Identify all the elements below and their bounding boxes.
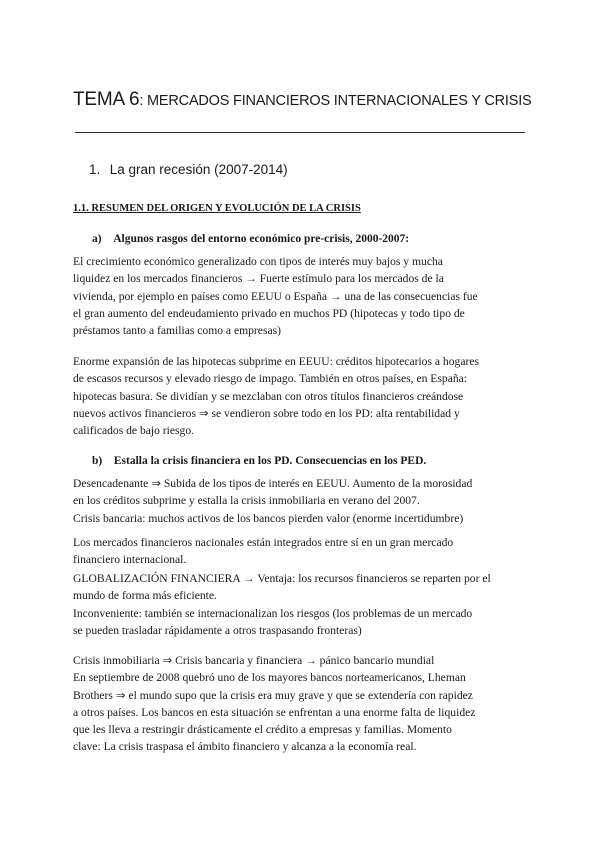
- paragraph-b2: Los mercados financieros nacionales están integrados entre sí en un gran mercado financiero internacional.: [73, 536, 454, 567]
- paragraph-a2: Enorme expansión de las hipotecas subprime en EEUU: créditos hipotecarios a hogares de escasos recursos y elevado riesgo de impago. También en otros países, en España: hipotecas basura. Se dividían y se mezclaban con otros títulos financieros creándose nuevos activos financieros ⇒ se vendieron sobre todo en los PD: alta rentabilidad y calificados de bajo riesgo.: [73, 355, 479, 438]
- title-rest: : MERCADOS FINANCIEROS INTERNACIONALES Y CRISIS: [139, 93, 532, 109]
- section-number: 1.: [89, 162, 101, 177]
- paragraph-b1: Desencadenante ⇒ Subida de los tipos de interés en EEUU. Aumento de la morosidad en los créditos subprime y estalla la crisis inmobiliaria en verano del 2007. Crisis bancaria: muchos activos de los bancos pierden valor (enorme incertidumbre): [73, 477, 473, 525]
- horizontal-divider: [75, 132, 525, 133]
- heading-a: [92, 233, 409, 245]
- paragraph-b4: Crisis inmobiliaria ⇒ Crisis bancaria y financiera → pánico bancario mundial En septiembre de 2008 quebró uno de los mayores bancos norteamericanos, Lheman Brothers ⇒ el mundo supo que la crisis era muy grave y que se extendería con rapidez a otros países. Los bancos en esta situación se enfrentan a una enorme falta de liquidez que les lleva a restringir drásticamente el crédito a empresas y familias. Momento clave: La crisis traspasa el ámbito financiero y alcanza a la economía real.: [73, 654, 476, 754]
- title-prefix: TEMA 6: [73, 89, 140, 110]
- heading-b-text: Estalla la crisis financiera en los PD. Consecuencias en los PED.: [113, 455, 427, 467]
- subsection-heading: 1.1. RESUMEN DEL ORIGEN Y EVOLUCIÓN DE LA CRISIS: [73, 203, 361, 214]
- page-title: [73, 76, 532, 113]
- section-text: La gran recesión (2007-2014): [109, 162, 288, 177]
- paragraph-a1: El crecimiento económico generalizado con tipos de interés muy bajos y mucha liquidez en los mercados financieros → Fuerte estímulo para los mercados de la vivienda, por ejemplo en países como EEUU o España → una de las consecuencias fue el gran aumento del endeudamiento privado en muchos PD (hipotecas y todo tipo de préstamos tanto a familias como a empresas): [73, 255, 478, 338]
- paragraph-b3: GLOBALIZACIÓN FINANCIERA → Ventaja: los recursos financieros se reparten por el mundo de forma más eficiente. Inconveniente: también se internacionalizan los riesgos (los problemas de un mercado se pueden trasladar rápidamente a otros traspasando fronteras): [73, 572, 491, 637]
- heading-a-label: a): [92, 233, 102, 245]
- heading-a-text: Algunos rasgos del entorno económico pre-crisis, 2000-2007:: [113, 233, 410, 245]
- section-heading: [89, 162, 288, 177]
- heading-b-label: b): [92, 455, 103, 467]
- heading-b: [92, 455, 426, 467]
